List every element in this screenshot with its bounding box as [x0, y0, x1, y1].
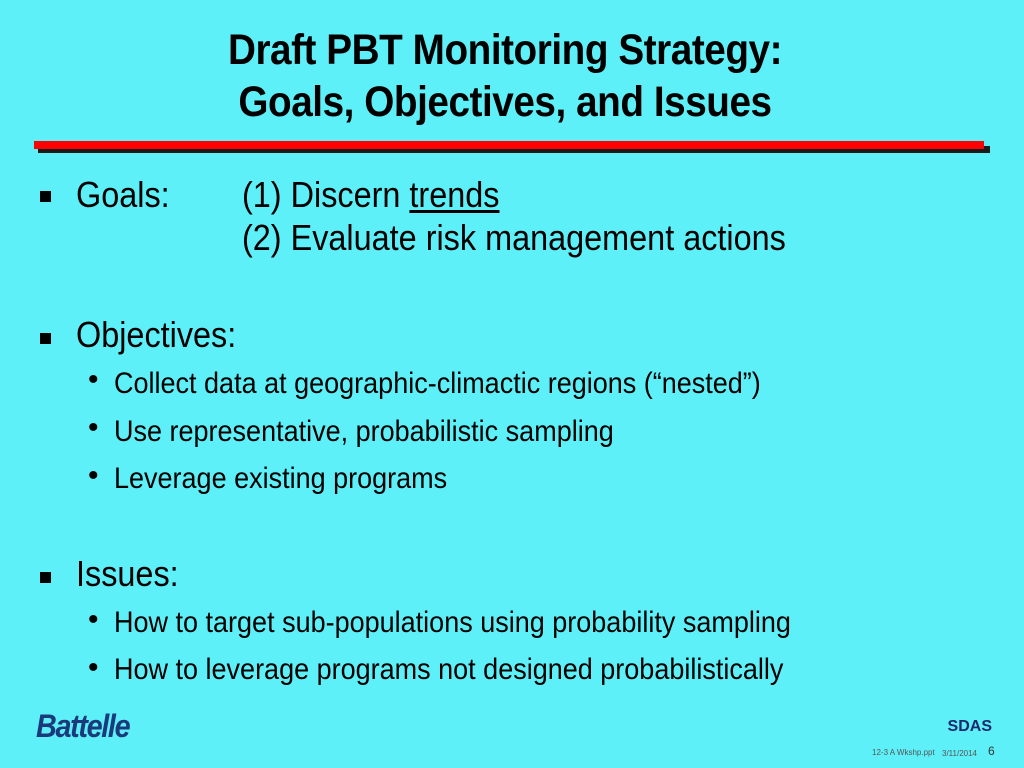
objective-item: Collect data at geographic-climactic regions (“nested”): [114, 367, 761, 400]
org-label: SDAS: [947, 718, 992, 735]
bullet-square-icon: [40, 191, 51, 202]
bullet-dot-icon: •: [88, 651, 99, 684]
issue-item: How to leverage programs not designed probabilistically: [114, 653, 784, 686]
bullet-dot-icon: •: [88, 603, 99, 636]
footer-filename: 12-3 A Wkshp.ppt: [872, 748, 935, 757]
bullet-square-icon: [40, 572, 51, 583]
title-line-1: Draft PBT Monitoring Strategy:: [227, 26, 783, 74]
bullet-dot-icon: •: [88, 411, 99, 444]
issue-item: How to target sub-populations using probability sampling: [114, 606, 791, 639]
objective-item: Use representative, probabilistic sampling: [114, 415, 614, 448]
goals-item-2: (2) Evaluate risk management actions: [242, 217, 786, 258]
title-line-2: Goals, Objectives, and Issues: [238, 78, 772, 126]
bullet-dot-icon: •: [88, 363, 99, 396]
goals-label: Goals:: [76, 174, 170, 215]
battelle-logo: Battelle: [36, 708, 130, 744]
goals-item-1-underlined: trends: [409, 174, 500, 215]
page-number: 6: [988, 744, 995, 758]
goals-item-1-text: (1) Discern: [242, 174, 410, 215]
objective-item: Leverage existing programs: [114, 462, 448, 495]
issues-label: Issues:: [76, 553, 179, 594]
footer-date: 3/11/2014: [942, 749, 977, 758]
goals-item-1: [242, 174, 499, 216]
bullet-dot-icon: •: [88, 459, 99, 492]
bullet-square-icon: [40, 333, 51, 344]
objectives-label: Objectives:: [76, 314, 237, 355]
